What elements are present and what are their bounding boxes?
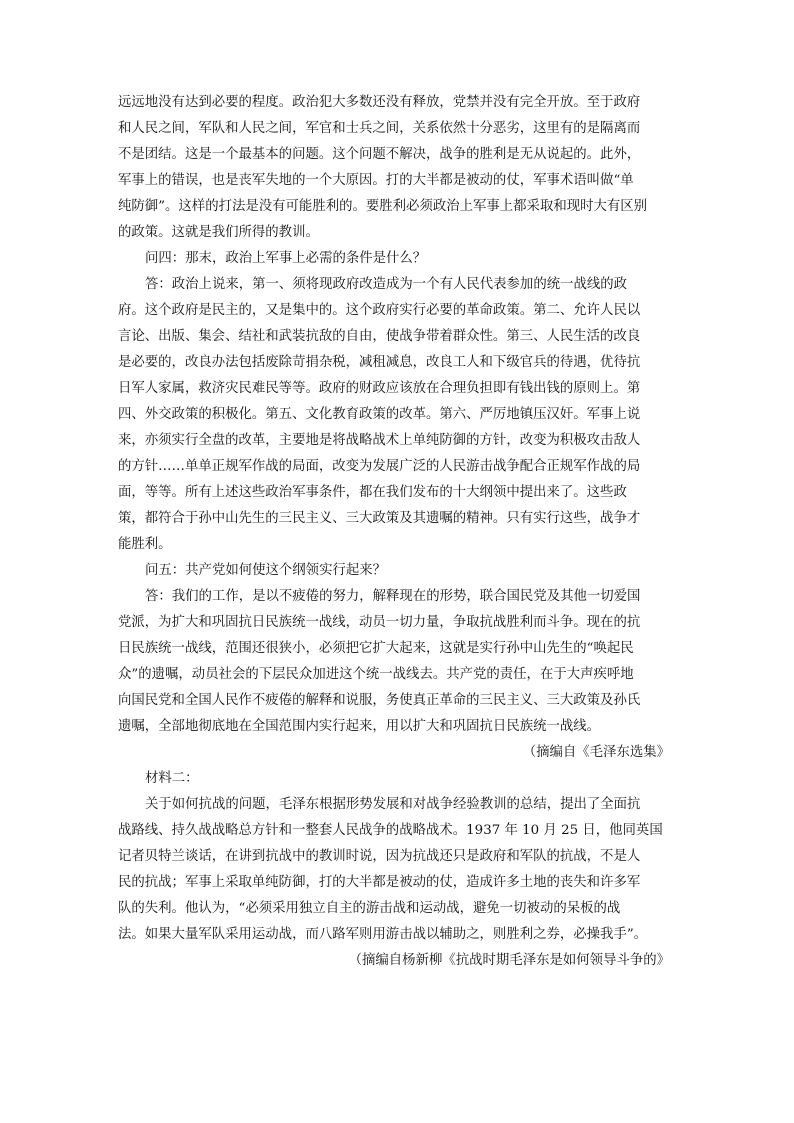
text-line: 四、外交政策的积极化。第五、文化教育政策的改革。第六、严厉地镇压汉奸。军事上说 [118, 407, 641, 422]
text-line: 军事上的错误，也是丧军失地的一个大原因。打的大半都是被动的仗，军事术语叫做“单 [118, 173, 634, 188]
text-line: 记者贝特兰谈话，在讲到抗战中的教训时说，因为抗战还只是政府和军队的抗战，不是人 [118, 849, 641, 864]
text-line: 关于如何抗战的问题，毛泽东根据形势发展和对战争经验教训的总结，提出了全面抗 [145, 797, 641, 812]
text-line: 法。如果大量军队采用运动战，而八路军则用游击战以辅助之，则胜利之券，必操我手”。 [118, 927, 648, 942]
text-line: 党派，为扩大和巩固抗日民族统一战线，动员一切力量，争取抗战胜利而斗争。现在的抗 [118, 615, 641, 630]
text-line: 是必要的，改良办法包括废除苛捐杂税，减租减息，改良工人和下级官兵的待遇，优待抗 [118, 355, 641, 370]
text-line: 言论、出版、集会、结社和武装抗敌的自由，使战争带着群众性。第三、人民生活的改良 [118, 329, 641, 344]
text-line: 答：我们的工作，是以不疲倦的努力，解释现在的形势，联合国民党及其他一切爱国 [145, 589, 641, 604]
text-line: 远远地没有达到必要的程度。政治犯大多数还没有释放，党禁并没有完全开放。至于政府 [118, 95, 641, 110]
text-line: 能胜利。 [118, 537, 172, 552]
text-line: 遗嘱，全部地彻底地在全国范围内实行起来，用以扩大和巩固抗日民族统一战线。 [118, 719, 601, 734]
text-line: 策，都符合于孙中山先生的三民主义、三大政策及其遗嘱的精神。只有实行这些，战争才 [118, 511, 641, 526]
text-line: 日军人家属，救济灾民难民等等。政府的财政应该放在合理负担即有钱出钱的原则上。第 [118, 381, 641, 396]
question-4: 问四：那末，政治上军事上必需的条件是什么？ [145, 251, 427, 266]
text-line: 民的抗战；军事上采取单纯防御，打的大半都是被动的仗，造成许多土地的丧失和许多军 [118, 875, 641, 890]
text-line: 府。这个政府是民主的，又是集中的。这个政府实行必要的革命政策。第二、允许人民以 [118, 303, 641, 318]
text-line: 来，亦须实行全盘的改革，主要地是将战略战术上单纯防御的方针，改变为积极攻击敌人 [118, 433, 641, 448]
text-line: 的政策。这就是我们所得的教训。 [118, 225, 319, 240]
question-5: 问五：共产党如何使这个纲领实行起来？ [145, 563, 387, 578]
source-citation: （摘编自《毛泽东选集》 [522, 745, 670, 760]
text-line: 和人民之间，军队和人民之间，军官和士兵之间，关系依然十分恶劣，这里有的是隔离而 [118, 121, 641, 136]
text-line: 日民族统一战线，范围还很狭小，必须把它扩大起来，这就是实行孙中山先生的“唤起民 [118, 641, 634, 656]
text-line: 答：政治上说来，第一、须将现政府改造成为一个有人民代表参加的统一战线的政 [145, 277, 628, 292]
text-line: 队的失利。他认为，“必须采用独立自主的游击战和运动战，避免一切被动的呆板的战 [118, 901, 621, 916]
text-line: 战路线、持久战战略总方针和一整套人民战争的战略战术。1937 年 10 月 25 日，他同英国 [118, 823, 663, 838]
text-line: 众”的遗嘱，动员社会的下层民众加进这个统一战线去。共产党的责任，在于大声疾呼地 [118, 667, 634, 682]
text-line: 面，等等。所有上述这些政治军事条件，都在我们发布的十大纲领中提出来了。这些政 [118, 485, 627, 500]
text-line: 纯防御”。这样的打法是没有可能胜利的。要胜利必须政治上军事上都采取和现时大有区别 [118, 199, 648, 214]
material-heading: 材料二： [145, 771, 199, 786]
text-line: 向国民党和全国人民作不疲倦的解释和说服，务使真正革命的三民主义、三大政策及孙氏 [118, 693, 641, 708]
source-citation: （摘编自杨新柳《抗战时期毛泽东是如何领导斗争的》 [348, 953, 670, 968]
text-line: 不是团结。这是一个最基本的问题。这个问题不解决，战争的胜利是无从说起的。此外， [118, 147, 641, 162]
text-line: 的方针……单单正规军作战的局面，改变为发展广泛的人民游击战争配合正规军作战的局 [118, 459, 641, 474]
